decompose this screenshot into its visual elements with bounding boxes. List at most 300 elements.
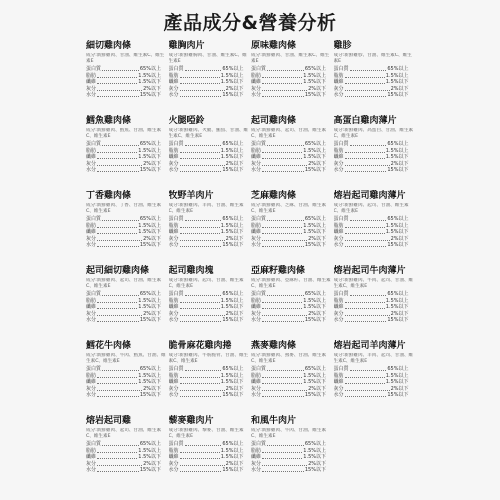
- product-name: 芝麻雞肉條: [251, 191, 297, 201]
- nutrient-value: 15%以下: [222, 467, 244, 474]
- dot-leader: [345, 311, 390, 316]
- nutrient-label: 纖維: [251, 229, 262, 236]
- nutrition-row: [334, 392, 409, 399]
- nutrient-value: 15%以下: [304, 392, 326, 399]
- dot-leader: [350, 291, 387, 296]
- dot-leader: [102, 66, 139, 71]
- dot-leader: [345, 86, 390, 91]
- nutrient-value: 65%以上: [304, 66, 326, 72]
- nutrient-label: 蛋白質: [168, 66, 184, 72]
- nutrient-label: 水分: [333, 242, 344, 249]
- dot-leader: [97, 167, 139, 172]
- product-card: [169, 340, 252, 415]
- product-ingredients: 成分:新鮮雞肉、甘油、維生素C、維生素E: [251, 53, 330, 64]
- nutrient-label: 蛋白質: [168, 141, 184, 147]
- nutrient-value: 2%以下: [143, 385, 161, 392]
- nutrition-row: [86, 467, 161, 474]
- nutrient-value: 15%以下: [387, 167, 409, 174]
- nutrient-label: 水分: [333, 92, 344, 99]
- nutrient-label: 蛋白質: [86, 366, 102, 372]
- nutrient-label: 纖維: [251, 304, 262, 311]
- nutrition-row: [86, 317, 161, 324]
- dot-leader: [97, 467, 139, 472]
- nutrient-value: 15%以下: [222, 317, 244, 324]
- dot-leader: [267, 366, 304, 371]
- nutrient-value: 1.5%以下: [138, 304, 161, 311]
- product-card: [334, 40, 417, 115]
- nutrient-label: 灰分: [168, 460, 179, 467]
- nutrient-label: 蛋白質: [333, 216, 349, 222]
- nutrition-table: [86, 141, 167, 174]
- nutrient-label: 水分: [168, 317, 179, 324]
- nutrient-value: 1.5%以上: [385, 297, 409, 304]
- nutrient-value: 1.5%以下: [220, 379, 244, 386]
- nutrition-row: [86, 454, 161, 461]
- nutrient-label: 蛋白質: [251, 291, 267, 297]
- nutrition-table: [334, 291, 415, 324]
- nutrient-value: 1.5%以上: [220, 447, 244, 454]
- nutrition-row: [86, 366, 161, 373]
- dot-leader: [180, 73, 220, 78]
- nutrient-value: 65%以上: [387, 141, 409, 147]
- nutrient-value: 15%以下: [222, 167, 244, 174]
- nutrient-value: 65%以上: [387, 66, 409, 72]
- nutrient-label: 纖維: [251, 79, 262, 86]
- nutrient-value: 2%以下: [143, 85, 161, 92]
- product-name: 起司雞肉條: [251, 116, 297, 126]
- dot-leader: [262, 223, 302, 228]
- nutrition-row: [334, 317, 409, 324]
- dot-leader: [262, 242, 304, 247]
- product-ingredients: 成分:新鮮雞肉、丁香、甘油、維生素C、維生素E: [86, 203, 162, 214]
- dot-leader: [180, 379, 220, 384]
- product-card: [251, 340, 334, 415]
- nutrient-label: 灰分: [168, 310, 179, 317]
- nutrition-row: [251, 441, 326, 448]
- nutrition-table: [251, 66, 332, 99]
- product-card: [169, 115, 252, 190]
- nutrient-label: 脂肪: [86, 297, 97, 304]
- nutrition-row: [251, 379, 326, 386]
- nutrient-label: 蛋白質: [86, 441, 102, 447]
- nutrient-label: 脂肪: [168, 372, 179, 379]
- nutrient-value: 2%以下: [225, 235, 244, 242]
- dot-leader: [97, 386, 142, 391]
- product-name: 和風牛肉片: [251, 416, 297, 426]
- nutrient-value: 1.5%以上: [220, 72, 244, 79]
- nutrient-label: 纖維: [86, 229, 97, 236]
- nutrient-label: 纖維: [86, 379, 97, 386]
- nutrient-value: 15%以下: [139, 92, 161, 99]
- nutrition-row: [251, 167, 326, 174]
- dot-leader: [345, 373, 385, 378]
- nutrient-value: 65%以上: [304, 441, 326, 447]
- dot-leader: [262, 467, 304, 472]
- nutrient-value: 2%以下: [225, 385, 244, 392]
- nutrient-label: 蛋白質: [251, 141, 267, 147]
- nutrient-label: 蛋白質: [168, 291, 184, 297]
- nutrient-value: 65%以上: [387, 291, 409, 297]
- nutrient-label: 纖維: [86, 454, 97, 461]
- dot-leader: [262, 148, 302, 153]
- nutrient-value: 1.5%以下: [385, 79, 409, 86]
- nutrition-row: [251, 317, 326, 324]
- nutrition-row: [86, 92, 161, 99]
- product-ingredients: 成分:新鮮雞肉、亞麻籽、甘油、維生素C、維生素E: [251, 278, 331, 289]
- nutrient-value: 1.5%以上: [220, 222, 244, 229]
- nutrition-row: [251, 216, 326, 223]
- nutrient-label: 脂肪: [251, 372, 262, 379]
- dot-leader: [267, 441, 304, 446]
- nutrient-label: 纖維: [333, 379, 344, 386]
- nutrient-label: 脂肪: [333, 222, 344, 229]
- nutrient-label: 灰分: [333, 85, 344, 92]
- product-name: 熔岩起司雞: [86, 416, 132, 426]
- nutrition-table: [86, 66, 167, 99]
- nutrition-row: [334, 379, 409, 386]
- nutrient-value: 15%以下: [222, 92, 244, 99]
- dot-leader: [102, 366, 139, 371]
- nutrient-label: 脂肪: [333, 72, 344, 79]
- nutrient-label: 灰分: [86, 385, 97, 392]
- nutrient-label: 纖維: [86, 79, 97, 86]
- nutrient-label: 水分: [251, 467, 262, 474]
- dot-leader: [262, 229, 302, 234]
- nutrient-value: 1.5%以上: [303, 447, 326, 454]
- nutrient-value: 15%以下: [139, 242, 161, 249]
- dot-leader: [180, 92, 222, 97]
- product-card: [169, 265, 252, 340]
- dot-leader: [345, 223, 385, 228]
- nutrient-label: 灰分: [168, 160, 179, 167]
- nutrient-label: 蛋白質: [86, 66, 102, 72]
- product-grid: [86, 40, 416, 490]
- product-name: 牧野羊肉片: [168, 191, 214, 201]
- product-ingredients: 成分:新鮮雞肉、牛筋脆骨、甘油、維生素C、維生素E: [168, 353, 249, 364]
- nutrient-value: 1.5%以上: [220, 147, 244, 154]
- nutrition-row: [251, 92, 326, 99]
- nutrient-label: 水分: [86, 392, 97, 399]
- dot-leader: [262, 92, 304, 97]
- dot-leader: [345, 92, 387, 97]
- nutrient-label: 灰分: [168, 235, 179, 242]
- nutrient-label: 水分: [333, 167, 344, 174]
- dot-leader: [267, 141, 304, 146]
- nutrition-row: [334, 154, 409, 161]
- nutrition-row: [86, 291, 161, 298]
- nutrient-label: 蛋白質: [333, 366, 349, 372]
- nutrition-row: [251, 304, 326, 311]
- dot-leader: [97, 161, 142, 166]
- nutrient-value: 65%以上: [304, 141, 326, 147]
- nutrient-label: 脂肪: [168, 147, 179, 154]
- dot-leader: [345, 236, 390, 241]
- nutrient-label: 水分: [86, 167, 97, 174]
- nutrition-row: [251, 242, 326, 249]
- nutrient-value: 2%以下: [143, 460, 161, 467]
- product-card: [251, 265, 334, 340]
- nutrient-value: 65%以上: [304, 216, 326, 222]
- nutrient-label: 蛋白質: [86, 216, 102, 222]
- nutrient-value: 1.5%以下: [303, 454, 326, 461]
- nutrient-label: 脂肪: [168, 222, 179, 229]
- product-name: 細切雞肉條: [86, 41, 132, 51]
- product-ingredients: 成分:新鮮雞肉、火腿、鮪魚、甘油、維生素C、維生素E: [168, 128, 249, 139]
- nutrient-label: 脂肪: [86, 72, 97, 79]
- dot-leader: [345, 79, 385, 84]
- nutrient-value: 15%以下: [222, 242, 244, 249]
- dot-leader: [185, 291, 222, 296]
- nutrition-table: [334, 216, 415, 249]
- nutrient-label: 水分: [251, 317, 262, 324]
- dot-leader: [345, 242, 387, 247]
- nutrient-label: 蛋白質: [333, 66, 349, 72]
- dot-leader: [185, 366, 222, 371]
- product-card: [251, 190, 334, 265]
- nutrition-row: [169, 167, 244, 174]
- dot-leader: [180, 454, 220, 459]
- dot-leader: [97, 86, 142, 91]
- nutrition-row: [169, 79, 244, 86]
- product-name: 鱈花牛肉條: [86, 341, 132, 351]
- nutrient-value: 1.5%以下: [303, 379, 326, 386]
- dot-leader: [97, 148, 137, 153]
- nutrition-row: [251, 291, 326, 298]
- product-card: [169, 190, 252, 265]
- product-ingredients: 成分:新鮮雞肉、甘油、維生素C、維生素E: [86, 53, 165, 64]
- dot-leader: [180, 386, 225, 391]
- nutrient-label: 水分: [168, 392, 179, 399]
- nutrition-table: [334, 366, 415, 399]
- dot-leader: [262, 304, 302, 309]
- nutrition-row: [169, 291, 244, 298]
- nutrient-value: 65%以上: [139, 141, 161, 147]
- nutrient-label: 纖維: [168, 229, 179, 236]
- dot-leader: [180, 461, 225, 466]
- dot-leader: [350, 366, 387, 371]
- dot-leader: [180, 223, 220, 228]
- dot-leader: [345, 304, 385, 309]
- dot-leader: [97, 373, 137, 378]
- nutrient-label: 灰分: [86, 85, 97, 92]
- nutrient-value: 2%以下: [308, 385, 326, 392]
- nutrient-label: 脂肪: [333, 297, 344, 304]
- nutrient-value: 1.5%以下: [220, 229, 244, 236]
- nutrient-label: 水分: [168, 242, 179, 249]
- product-card: [251, 415, 334, 490]
- dot-leader: [262, 379, 302, 384]
- nutrient-label: 水分: [333, 392, 344, 399]
- nutrient-label: 脂肪: [333, 372, 344, 379]
- nutrient-value: 1.5%以上: [385, 72, 409, 79]
- dot-leader: [97, 223, 137, 228]
- nutrient-label: 纖維: [168, 154, 179, 161]
- nutrient-label: 灰分: [333, 385, 344, 392]
- nutrition-row: [169, 317, 244, 324]
- product-card: [334, 265, 417, 340]
- dot-leader: [185, 141, 222, 146]
- product-name: 脆骨麻花雞肉捲: [168, 341, 232, 351]
- nutrient-label: 蛋白質: [168, 366, 184, 372]
- nutrition-row: [334, 66, 409, 73]
- nutrient-value: 65%以上: [222, 441, 244, 447]
- product-ingredients: 成分:新鮮雞肉、燕麥、甘油、維生素C、維生素E: [251, 353, 327, 364]
- nutrient-label: 灰分: [168, 85, 179, 92]
- nutrition-row: [334, 229, 409, 236]
- product-ingredients: 成分:新鮮雞肉、牛肉、起司、甘油、維生素C、維生素E: [333, 278, 414, 289]
- product-ingredients: 成分:新鮮雞肉、起司、甘油、維生素C、維生素E: [86, 278, 162, 289]
- dot-leader: [180, 236, 225, 241]
- dot-leader: [180, 154, 220, 159]
- nutrition-table: [334, 141, 415, 174]
- nutrition-row: [334, 79, 409, 86]
- nutrient-value: 1.5%以上: [138, 72, 161, 79]
- nutrient-value: 2%以下: [308, 310, 326, 317]
- nutrient-label: 蛋白質: [86, 291, 102, 297]
- nutrient-value: 1.5%以上: [138, 147, 161, 154]
- product-ingredients: 成分:新鮮雞肉、起司、甘油、維生素C、維生素E: [86, 428, 162, 439]
- nutrient-label: 脂肪: [333, 147, 344, 154]
- nutrient-value: 65%以上: [304, 291, 326, 297]
- nutrient-value: 65%以上: [387, 216, 409, 222]
- dot-leader: [97, 461, 142, 466]
- nutrient-value: 1.5%以下: [303, 79, 326, 86]
- nutrition-row: [169, 92, 244, 99]
- nutrient-value: 2%以下: [143, 310, 161, 317]
- nutrient-label: 灰分: [251, 235, 262, 242]
- nutrient-label: 水分: [333, 317, 344, 324]
- nutrient-value: 15%以下: [387, 392, 409, 399]
- dot-leader: [102, 291, 139, 296]
- nutrition-row: [86, 441, 161, 448]
- nutrient-label: 水分: [86, 317, 97, 324]
- nutrient-value: 1.5%以下: [303, 154, 326, 161]
- nutrition-row: [251, 79, 326, 86]
- nutrition-row: [251, 141, 326, 148]
- dot-leader: [97, 454, 137, 459]
- product-ingredients: 成分:新鮮雞肉、起司、甘油、維生素C、維生素E: [333, 203, 409, 214]
- nutrition-row: [169, 441, 244, 448]
- nutrition-table: [169, 366, 250, 399]
- dot-leader: [345, 73, 385, 78]
- nutrient-label: 灰分: [251, 160, 262, 167]
- nutrient-value: 65%以上: [139, 291, 161, 297]
- nutrient-value: 15%以下: [304, 317, 326, 324]
- nutrient-label: 纖維: [168, 304, 179, 311]
- dot-leader: [262, 461, 307, 466]
- nutrition-table: [251, 441, 332, 474]
- product-ingredients: 成分:新鮮雞肉、鱈魚、甘油、維生素C、維生素E: [86, 128, 162, 139]
- product-name: 起司雞肉塊: [168, 266, 214, 276]
- product-name: 藜麥雞肉片: [168, 416, 214, 426]
- product-card: [334, 115, 417, 190]
- dot-leader: [262, 392, 304, 397]
- nutrition-row: [169, 242, 244, 249]
- product-card: [169, 415, 252, 490]
- nutrient-label: 水分: [168, 92, 179, 99]
- nutrient-value: 65%以上: [222, 366, 244, 372]
- nutrient-value: 15%以下: [387, 317, 409, 324]
- dot-leader: [267, 291, 304, 296]
- dot-leader: [262, 161, 307, 166]
- nutrient-value: 1.5%以下: [138, 229, 161, 236]
- nutrient-value: 65%以上: [304, 366, 326, 372]
- product-name: 高蛋白雞肉薄片: [333, 116, 397, 126]
- nutrition-row: [86, 79, 161, 86]
- dot-leader: [97, 448, 137, 453]
- dot-leader: [262, 448, 302, 453]
- dot-leader: [345, 379, 385, 384]
- dot-leader: [97, 79, 137, 84]
- product-card: [86, 340, 169, 415]
- nutrient-value: 2%以下: [308, 235, 326, 242]
- nutrition-row: [169, 66, 244, 73]
- nutrition-row: [334, 92, 409, 99]
- dot-leader: [180, 311, 225, 316]
- nutrient-value: 15%以下: [139, 392, 161, 399]
- nutrition-row: [169, 154, 244, 161]
- nutrition-row: [86, 66, 161, 73]
- dot-leader: [180, 304, 220, 309]
- dot-leader: [262, 86, 307, 91]
- nutrition-row: [86, 216, 161, 223]
- product-name: 原味雞肉條: [251, 41, 297, 51]
- nutrient-label: 灰分: [333, 160, 344, 167]
- nutrient-label: 纖維: [168, 454, 179, 461]
- nutrition-row: [86, 392, 161, 399]
- product-ingredients: 成分:新鮮雞肉、藜麥、甘油、維生素C、維生素E: [168, 428, 244, 439]
- nutrient-label: 纖維: [168, 79, 179, 86]
- nutrient-value: 1.5%以上: [385, 222, 409, 229]
- nutrient-value: 2%以下: [308, 160, 326, 167]
- nutrient-value: 15%以下: [304, 467, 326, 474]
- nutrient-label: 纖維: [333, 229, 344, 236]
- nutrition-row: [334, 242, 409, 249]
- dot-leader: [262, 317, 304, 322]
- nutrient-label: 灰分: [86, 235, 97, 242]
- dot-leader: [97, 392, 139, 397]
- nutrient-value: 65%以上: [139, 66, 161, 72]
- dot-leader: [180, 392, 222, 397]
- nutrient-value: 15%以下: [139, 167, 161, 174]
- dot-leader: [180, 317, 222, 322]
- nutrient-label: 脂肪: [251, 297, 262, 304]
- nutrition-row: [334, 141, 409, 148]
- dot-leader: [180, 298, 220, 303]
- nutrient-value: 2%以下: [390, 235, 409, 242]
- dot-leader: [262, 79, 302, 84]
- nutrition-row: [169, 141, 244, 148]
- nutrient-value: 2%以下: [308, 460, 326, 467]
- dot-leader: [262, 386, 307, 391]
- nutrient-value: 1.5%以下: [138, 454, 161, 461]
- nutrient-value: 1.5%以下: [385, 229, 409, 236]
- nutrition-row: [169, 454, 244, 461]
- product-name: 熔岩起司羊肉薄片: [333, 341, 406, 351]
- nutrient-value: 65%以上: [222, 216, 244, 222]
- nutrient-label: 水分: [251, 167, 262, 174]
- nutrient-label: 纖維: [251, 379, 262, 386]
- nutrient-label: 水分: [86, 92, 97, 99]
- dot-leader: [185, 216, 222, 221]
- product-card: [86, 190, 169, 265]
- product-ingredients: 成分:新鮮雞肉、芝麻、甘油、維生素C、維生素E: [251, 203, 327, 214]
- dot-leader: [185, 66, 222, 71]
- nutrient-label: 纖維: [86, 304, 97, 311]
- dot-leader: [262, 154, 302, 159]
- nutrition-row: [334, 291, 409, 298]
- nutrient-value: 2%以下: [225, 310, 244, 317]
